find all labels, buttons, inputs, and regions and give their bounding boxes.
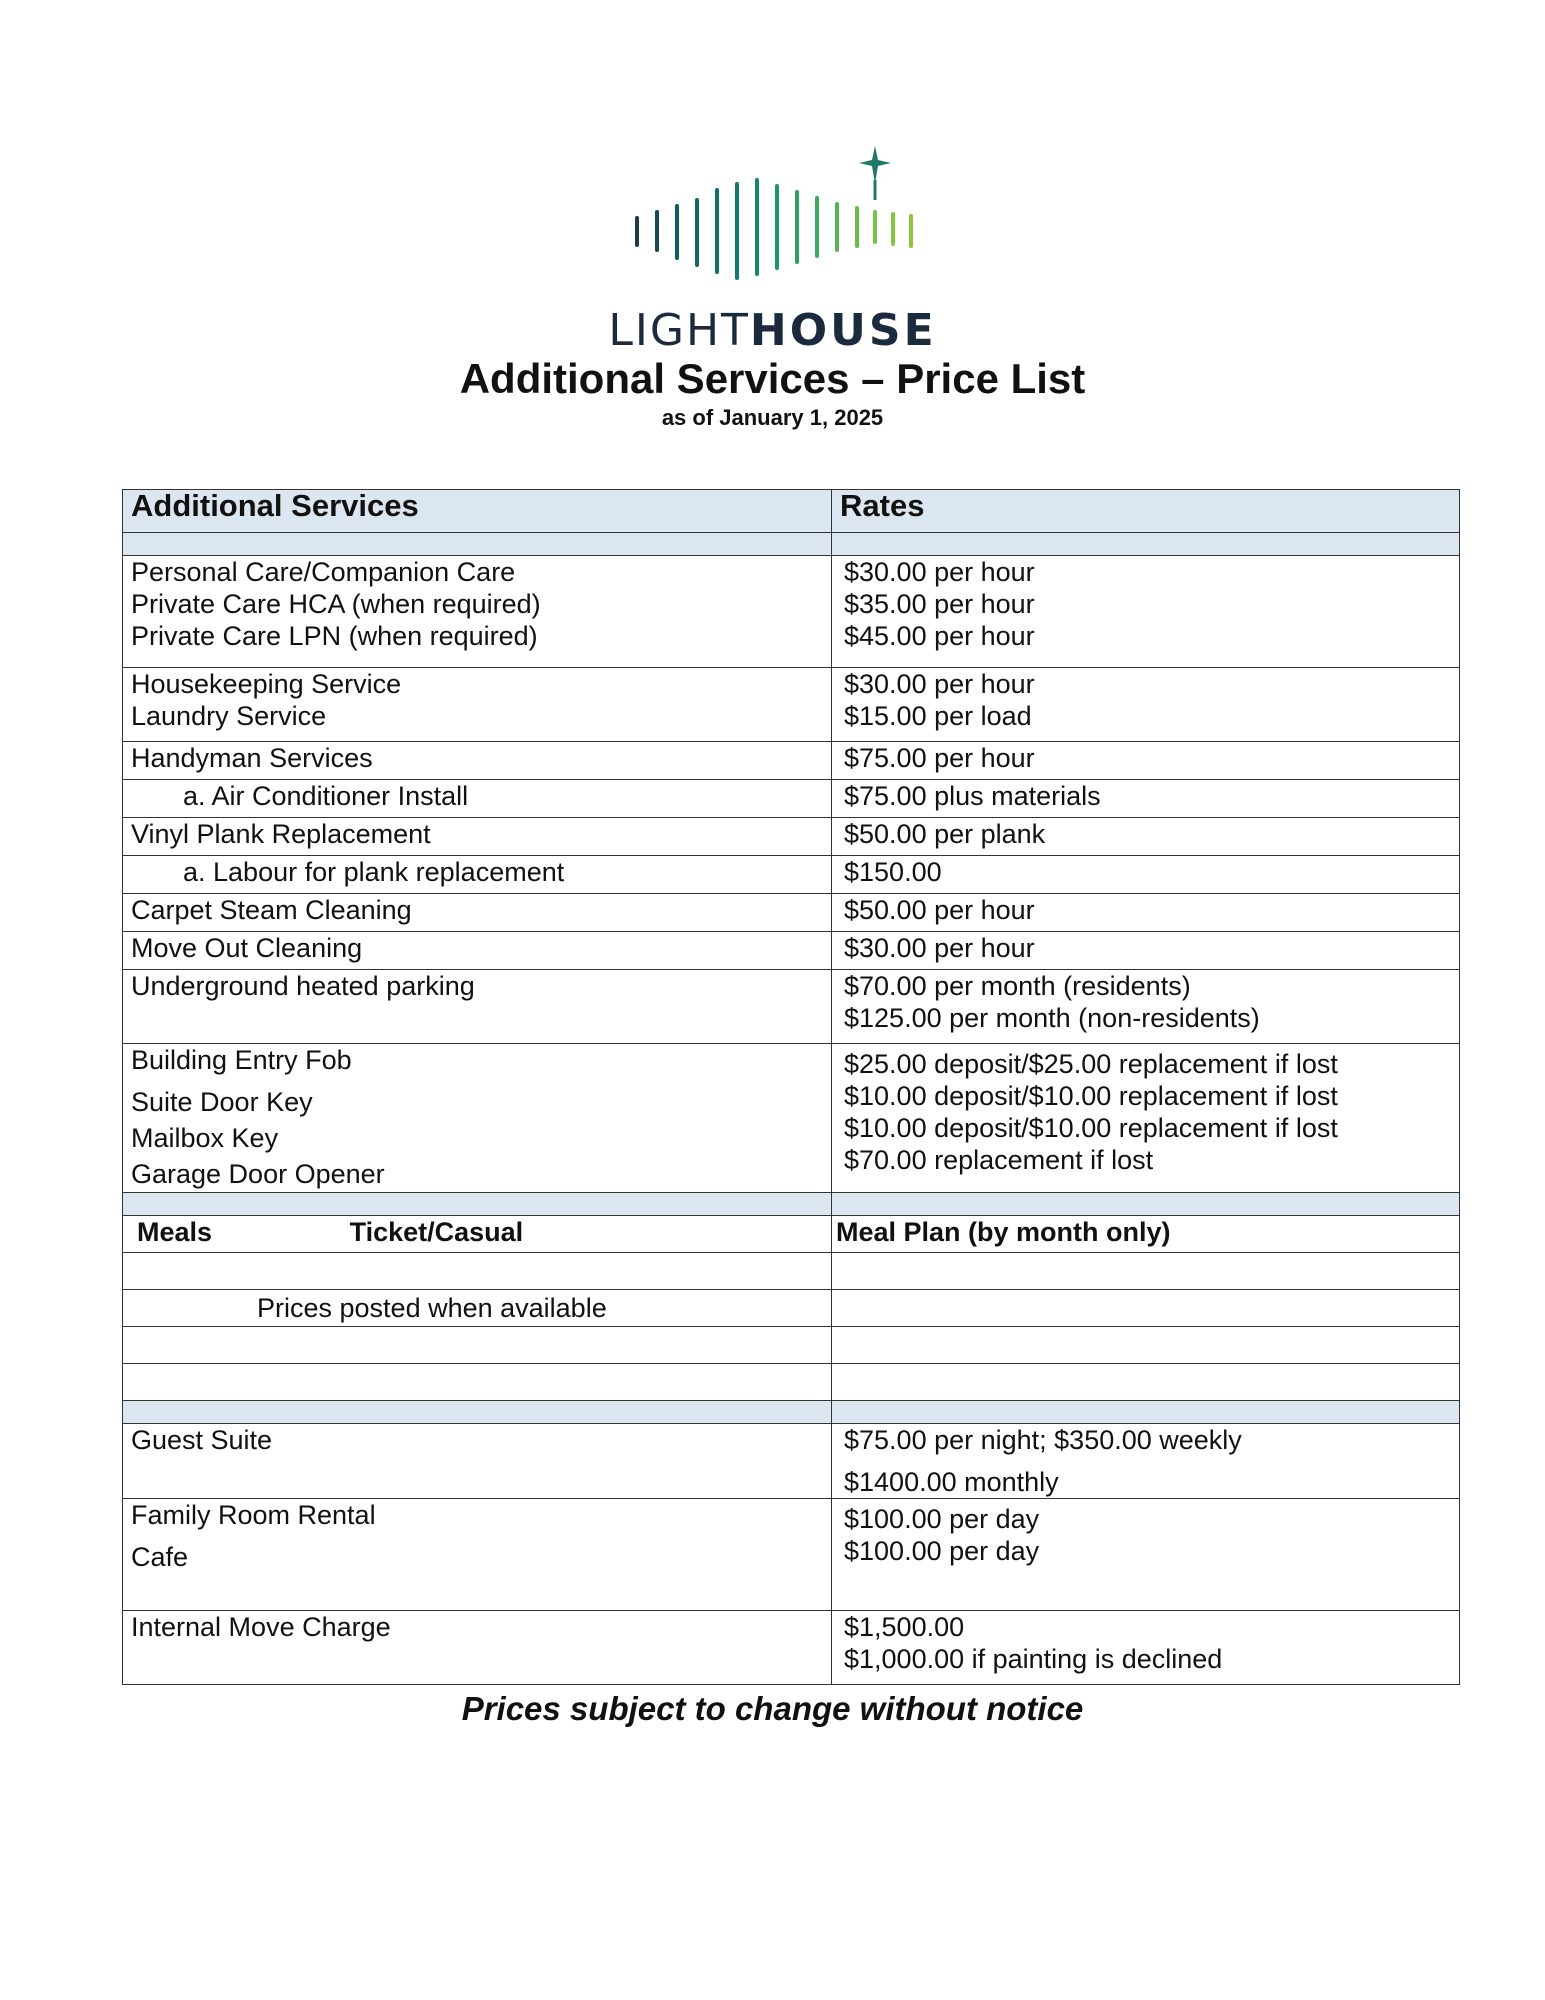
meals-note: Prices posted when available [123, 1290, 832, 1327]
table-row [123, 1364, 1460, 1401]
page-title: Additional Services – Price List [459, 355, 1086, 402]
meal-plan-label: Meal Plan (by month only) [832, 1216, 1460, 1253]
service-name: Private Care HCA (when required) [131, 589, 541, 619]
rate-value: $70.00 per month (residents) [844, 971, 1191, 1001]
rate-value: $150.00 [832, 856, 1460, 894]
meals-ticket-label: Ticket/Casual [349, 1217, 524, 1247]
service-name: Carpet Steam Cleaning [123, 894, 832, 932]
page-subtitle: as of January 1, 2025 [661, 405, 884, 430]
service-name: a. Air Conditioner Install [123, 780, 832, 818]
rate-value: $45.00 per hour [844, 621, 1035, 651]
rate-value: $100.00 per day [844, 1504, 1040, 1534]
rate-value: $70.00 replacement if lost [844, 1145, 1154, 1175]
meals-header-cell [123, 1216, 832, 1253]
table-row [123, 1499, 1460, 1611]
service-name: Suite Door Key [131, 1087, 313, 1117]
table-row [123, 1253, 1460, 1290]
service-name: Cafe [131, 1542, 189, 1572]
service-name: a. Labour for plank replacement [123, 856, 832, 894]
service-name: Internal Move Charge [123, 1611, 832, 1685]
service-name: Garage Door Opener [131, 1159, 385, 1189]
table-row [123, 818, 1460, 856]
band-row [123, 1193, 1460, 1216]
lighthouse-beam-logo-icon [0, 140, 1545, 290]
service-name: Mailbox Key [131, 1123, 279, 1153]
rate-cell [832, 970, 1460, 1044]
service-name: Building Entry Fob [131, 1045, 352, 1075]
service-cell [123, 1499, 832, 1611]
rate-value: $75.00 per hour [832, 742, 1460, 780]
table-row [123, 856, 1460, 894]
rate-value: $10.00 deposit/$10.00 replacement if lost [844, 1113, 1338, 1143]
rate-cell [832, 1044, 1460, 1193]
meals-header-row [123, 1216, 1460, 1253]
header-rates: Rates [832, 490, 1460, 533]
rate-value: $50.00 per hour [832, 894, 1460, 932]
table-row [123, 668, 1460, 742]
service-name: Vinyl Plank Replacement [123, 818, 832, 856]
service-name: Personal Care/Companion Care [131, 557, 516, 587]
table-row [123, 1424, 1460, 1499]
service-cell [123, 556, 832, 668]
rate-value: $100.00 per day [844, 1536, 1040, 1566]
rate-value: $75.00 per night; $350.00 weekly [844, 1425, 1242, 1455]
rate-value: $1,500.00 [844, 1612, 965, 1642]
rate-cell [832, 1499, 1460, 1611]
rate-value: $50.00 per plank [832, 818, 1460, 856]
service-cell [123, 668, 832, 742]
rate-value: $125.00 per month (non-residents) [844, 1003, 1260, 1033]
meals-label: Meals [137, 1217, 213, 1247]
table-row [123, 970, 1460, 1044]
wordmark-bold: HOUSE [749, 305, 937, 356]
rate-value: $10.00 deposit/$10.00 replacement if lost [844, 1081, 1338, 1111]
service-cell [123, 1044, 832, 1193]
rate-value: $30.00 per hour [844, 669, 1035, 699]
rate-cell [832, 668, 1460, 742]
band-row [123, 533, 1460, 556]
table-row [123, 1044, 1460, 1193]
service-name: Housekeeping Service [131, 669, 402, 699]
table-row [123, 742, 1460, 780]
rate-cell [832, 1611, 1460, 1685]
service-name: Private Care LPN (when required) [131, 621, 538, 651]
table-row [123, 556, 1460, 668]
rate-value: $1400.00 monthly [844, 1467, 1059, 1497]
table-header-row [123, 490, 1460, 533]
rate-cell [832, 556, 1460, 668]
service-name: Handyman Services [123, 742, 832, 780]
service-name: Move Out Cleaning [123, 932, 832, 970]
footer-note: Prices subject to change without notice [461, 1690, 1084, 1727]
service-name: Laundry Service [131, 701, 327, 731]
rate-value: $75.00 plus materials [832, 780, 1460, 818]
header-services: Additional Services [123, 490, 832, 533]
rate-value: $1,000.00 if painting is declined [844, 1644, 1223, 1674]
rate-value: $30.00 per hour [844, 557, 1035, 587]
table-row [123, 894, 1460, 932]
service-name: Family Room Rental [131, 1500, 376, 1530]
table-row [123, 780, 1460, 818]
band-row [123, 1401, 1460, 1424]
rate-value: $30.00 per hour [832, 932, 1460, 970]
rate-value: $15.00 per load [844, 701, 1032, 731]
service-name: Guest Suite [123, 1424, 832, 1499]
table-row [123, 932, 1460, 970]
table-row [123, 1290, 1460, 1327]
table-row [123, 1611, 1460, 1685]
table-row [123, 1327, 1460, 1364]
rate-value: $25.00 deposit/$25.00 replacement if lost [844, 1049, 1338, 1079]
brand-wordmark [0, 305, 1545, 356]
rate-cell [832, 1424, 1460, 1499]
rate-value: $35.00 per hour [844, 589, 1035, 619]
wordmark-light: LIGHT [608, 305, 750, 356]
price-table [122, 489, 1460, 1685]
service-name: Underground heated parking [123, 970, 832, 1044]
